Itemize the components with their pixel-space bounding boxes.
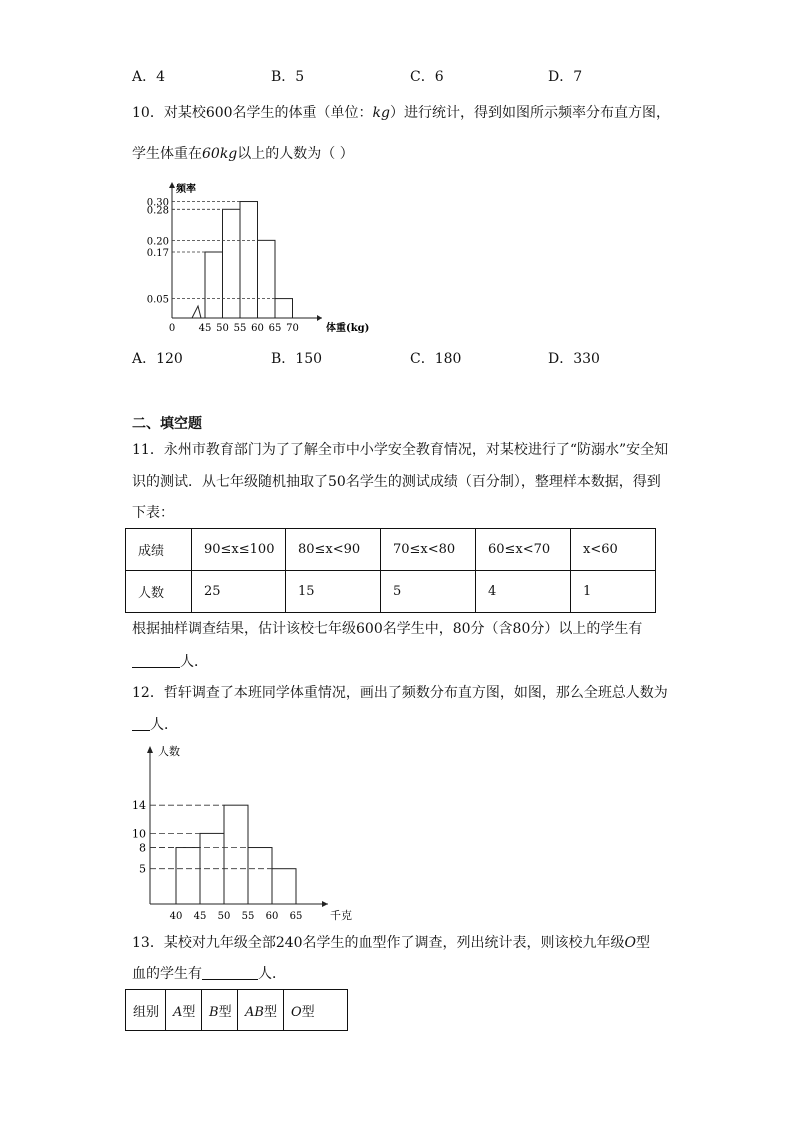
x-axis-title: 千克 bbox=[330, 909, 352, 922]
q10-text-c: 学生体重在 bbox=[132, 146, 202, 162]
q10-frequency-histogram bbox=[130, 176, 400, 336]
table-cell: 15 bbox=[286, 571, 381, 613]
q11-stem-line1: 11．永州市教育部门为了了解全市中小学安全教育情况，对某校进行了“防溺水”安全知 bbox=[132, 442, 669, 458]
table-cell: 成绩 bbox=[126, 529, 192, 571]
q13-text-b: 型 bbox=[636, 935, 651, 951]
blood-type-letter: O bbox=[291, 1004, 302, 1020]
y-tick-label: 0.05 bbox=[146, 294, 169, 306]
q13-blood-type-table bbox=[125, 989, 348, 1031]
q11-text-end: 人． bbox=[180, 654, 208, 670]
y-tick-label: 0.28 bbox=[146, 205, 169, 217]
q10-text-b: ）进行统计，得到如图所示频率分布直方图， bbox=[390, 105, 670, 121]
q10-stem-line2 bbox=[132, 145, 354, 163]
blood-type-suffix: 型 bbox=[301, 1004, 315, 1020]
table-cell bbox=[284, 990, 348, 1031]
y-tick-label: 0.20 bbox=[146, 236, 169, 248]
x-tick-label: 45 bbox=[193, 911, 207, 922]
q10-threshold: 60kg bbox=[202, 146, 238, 162]
q10-stem-line1 bbox=[132, 104, 670, 122]
blood-type-suffix: 型 bbox=[263, 1004, 277, 1020]
x-axis-arrow-icon bbox=[317, 315, 322, 321]
histogram-bar bbox=[258, 240, 276, 318]
y-tick-label: 0.17 bbox=[146, 248, 169, 259]
answer-blank[interactable] bbox=[202, 965, 258, 980]
histogram-bar bbox=[248, 848, 272, 904]
y-tick-label: 10 bbox=[132, 827, 146, 841]
histogram-bar bbox=[176, 848, 200, 904]
blood-type-letter: A bbox=[173, 1004, 183, 1020]
histogram-bar bbox=[224, 805, 248, 904]
table-cell: 组别 bbox=[126, 990, 166, 1031]
histogram-bar bbox=[275, 299, 293, 318]
q13-stem-line2 bbox=[132, 965, 286, 983]
table-cell: 5 bbox=[381, 571, 476, 613]
blood-type-suffix: 型 bbox=[182, 1004, 196, 1020]
q9-option-a: A．4 bbox=[132, 69, 166, 85]
table-cell bbox=[166, 990, 202, 1031]
x-tick-label: 55 bbox=[241, 911, 255, 922]
table-cell: 90≤x≤100 bbox=[192, 529, 286, 571]
x-tick-label: 65 bbox=[268, 323, 282, 334]
table-cell: 80≤x<90 bbox=[286, 529, 381, 571]
table-row bbox=[126, 571, 656, 613]
q13-text-a: 13．某校对九年级全部240名学生的血型作了调查，列出统计表，则该校九年级 bbox=[132, 935, 625, 951]
q9-option-b: B．5 bbox=[271, 69, 305, 85]
q12-frequency-histogram bbox=[130, 740, 360, 925]
q10-text-a: 10．对某校600名学生的体重（单位： bbox=[132, 105, 373, 121]
x-tick-label: 70 bbox=[286, 323, 299, 334]
x-tick-label: 0 bbox=[168, 323, 176, 334]
y-tick-label: 14 bbox=[132, 799, 146, 813]
q13-blood-type-o: O bbox=[624, 935, 637, 951]
table-cell: 25 bbox=[192, 571, 286, 613]
q10-option-a: A．120 bbox=[132, 351, 183, 367]
q11-stem-line4: 根据抽样调查结果，估计该校七年级600名学生中，80分（含80分）以上的学生有 bbox=[132, 621, 643, 637]
table-cell: 70≤x<80 bbox=[381, 529, 476, 571]
x-axis-arrow-icon bbox=[322, 901, 328, 907]
y-tick-label: 0.30 bbox=[146, 197, 169, 209]
q10-option-b: B．150 bbox=[271, 351, 323, 367]
blood-type-letter: B bbox=[209, 1004, 219, 1020]
x-tick-label: 50 bbox=[216, 323, 229, 334]
table-cell: 1 bbox=[571, 571, 656, 613]
table-cell bbox=[238, 990, 284, 1031]
y-axis-title: 人数 bbox=[158, 745, 180, 758]
q10-unit: kg bbox=[372, 105, 390, 121]
q12-text-end: 人． bbox=[150, 717, 178, 733]
y-axis-arrow-icon bbox=[147, 746, 153, 753]
blood-type-letter: AB bbox=[245, 1004, 264, 1020]
x-tick-label: 55 bbox=[233, 323, 247, 334]
section-heading: 二、填空题 bbox=[132, 416, 202, 432]
histogram-bar bbox=[205, 252, 223, 318]
q13-text-c: 血的学生有 bbox=[132, 966, 202, 982]
q11-stem-line3: 下表： bbox=[132, 505, 174, 521]
y-axis-arrow-icon bbox=[169, 182, 175, 188]
histogram-bar bbox=[223, 209, 241, 318]
blood-type-suffix: 型 bbox=[218, 1004, 232, 1020]
x-tick-label: 65 bbox=[289, 911, 303, 922]
histogram-bar bbox=[272, 869, 296, 904]
y-axis-title: 频率 bbox=[176, 184, 196, 195]
histogram-bar bbox=[240, 202, 258, 318]
q11-stem-line5 bbox=[132, 653, 208, 671]
y-tick-label: 5 bbox=[139, 862, 146, 876]
x-tick-label: 45 bbox=[198, 323, 212, 334]
x-tick-label: 60 bbox=[251, 323, 264, 334]
answer-blank[interactable] bbox=[132, 653, 180, 668]
answer-blank[interactable] bbox=[132, 716, 150, 731]
q13-stem-line1 bbox=[132, 934, 650, 952]
x-tick-label: 50 bbox=[217, 911, 231, 922]
q10-option-c: C．180 bbox=[410, 351, 462, 367]
q11-score-table bbox=[125, 528, 656, 613]
x-tick-label: 40 bbox=[169, 911, 183, 922]
table-cell bbox=[202, 990, 238, 1031]
table-cell: 60≤x<70 bbox=[476, 529, 571, 571]
x-tick-label: 60 bbox=[265, 911, 279, 922]
table-cell: 4 bbox=[476, 571, 571, 613]
q9-option-d: D．7 bbox=[548, 69, 583, 85]
x-axis-title: 体重(kg) bbox=[326, 323, 370, 334]
q12-stem-line2 bbox=[132, 716, 178, 734]
histogram-bar bbox=[200, 833, 224, 904]
q9-option-c: C．6 bbox=[410, 69, 444, 85]
q11-stem-line2: 识的测试．从七年级随机抽取了50名学生的测试成绩（百分制），整理样本数据，得到 bbox=[132, 474, 661, 490]
q12-stem-line1: 12．哲轩调查了本班同学体重情况，画出了频数分布直方图，如图，那么全班总人数为 bbox=[132, 685, 668, 701]
q10-option-d: D．330 bbox=[548, 351, 600, 367]
q10-text-d: 以上的人数为（ ） bbox=[237, 146, 354, 162]
table-row bbox=[126, 990, 348, 1031]
table-cell: x<60 bbox=[571, 529, 656, 571]
axis-break-icon bbox=[192, 306, 205, 318]
q13-text-end: 人． bbox=[258, 966, 286, 982]
table-cell: 人数 bbox=[126, 571, 192, 613]
table-row bbox=[126, 529, 656, 571]
y-tick-label: 8 bbox=[139, 841, 146, 855]
